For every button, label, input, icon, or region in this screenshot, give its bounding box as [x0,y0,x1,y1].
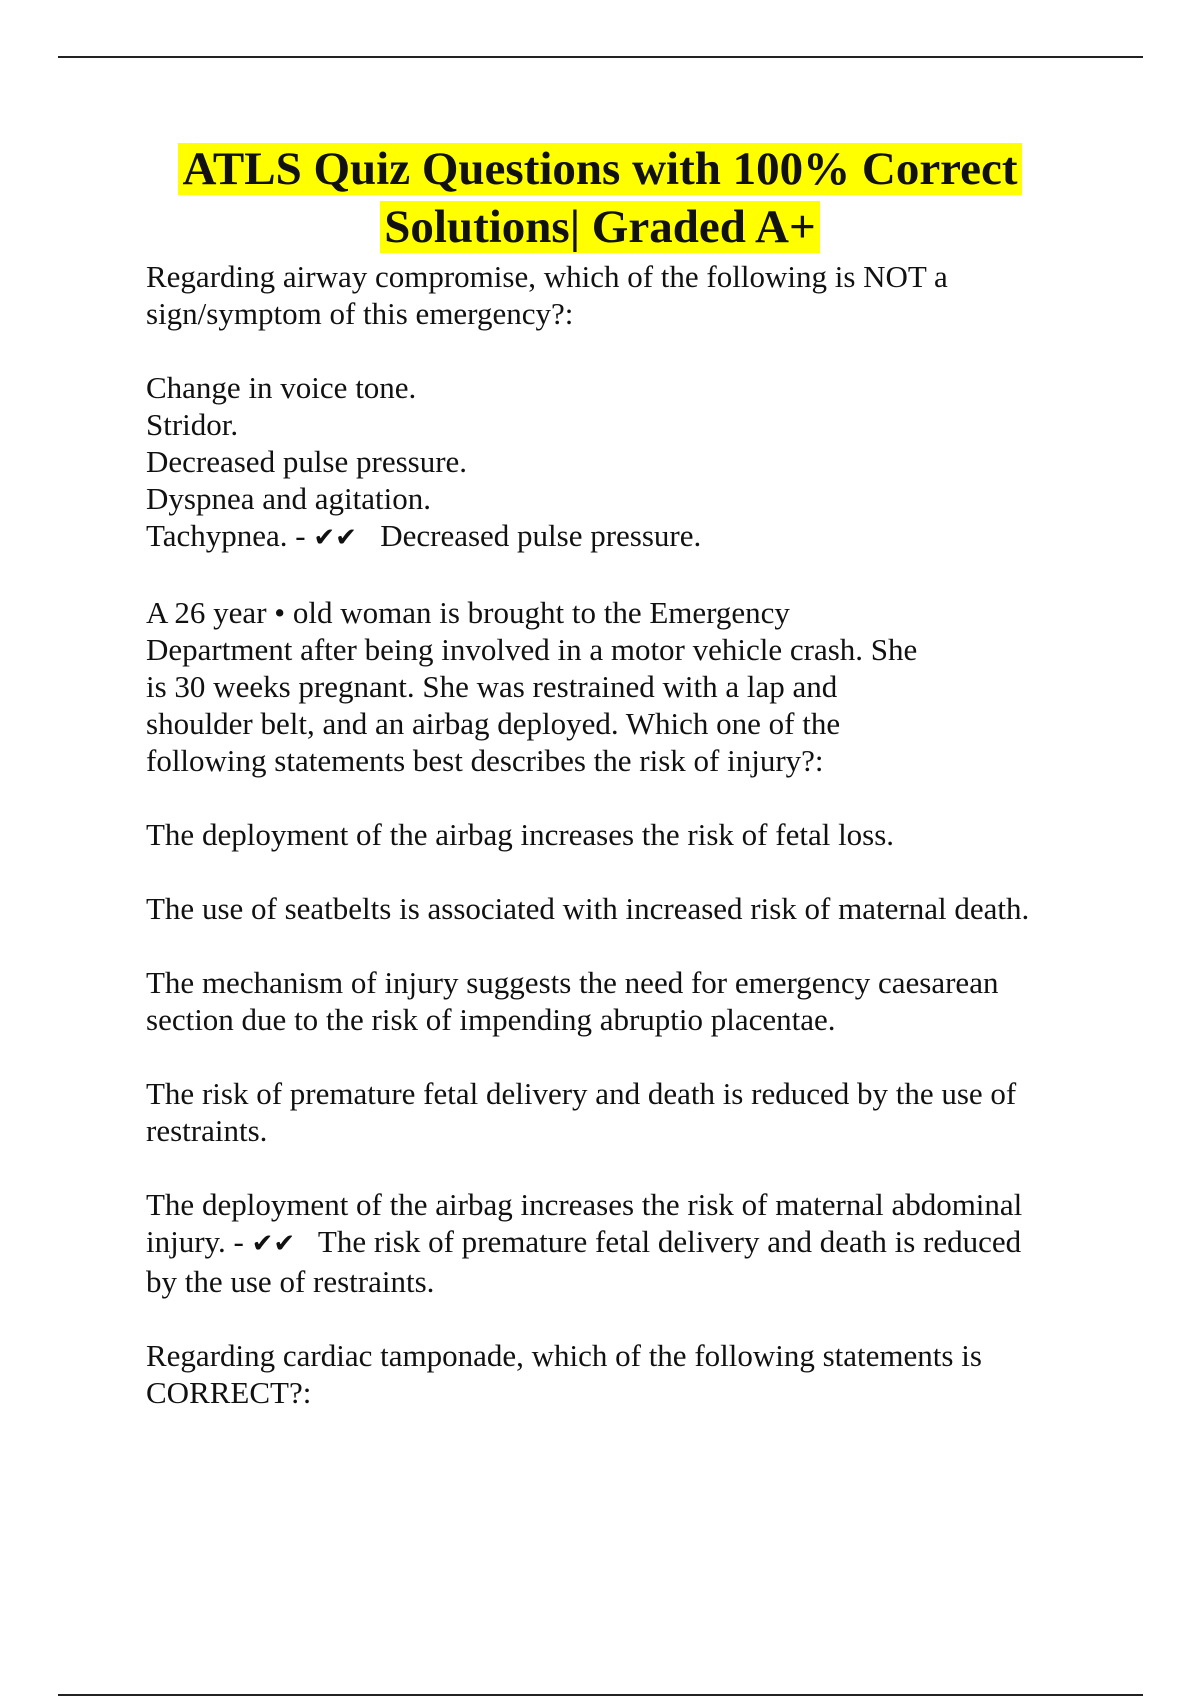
check-marks-icon: ✔✔ [251,1229,296,1259]
answer-option-with-answer [146,1223,1086,1263]
question-text: CORRECT?: [146,1375,312,1410]
question-text: shoulder belt, and an airbag deployed. Which one of the [146,706,841,741]
question-2-option-e [146,1186,1086,1300]
question-text: sign/symptom of this emergency?: [146,296,574,331]
answer-option: The mechanism of injury suggests the need for emergency caesarean [146,965,999,1000]
question-text: Regarding airway compromise, which of the following is NOT a [146,259,948,294]
question-1-options [146,369,1086,557]
question-2-option-b [146,890,1086,927]
document-body [146,258,1086,1448]
answer-option: section due to the risk of impending abruptio placentae. [146,1002,836,1037]
correct-answer: Decreased pulse pressure. [380,518,702,553]
question-2 [146,594,1086,779]
answer-option-with-answer [146,517,1086,557]
answer-option: The use of seatbelts is associated with increased risk of maternal death. [146,891,1030,926]
correct-answer: by the use of restraints. [146,1264,435,1299]
answer-option: Stridor. [146,407,239,442]
answer-option: The deployment of the airbag increases the risk of maternal abdominal [146,1187,1023,1222]
answer-option: The risk of premature fetal delivery and death is reduced by the use of [146,1076,1017,1111]
question-text: A 26 year • old woman is brought to the Emergency [146,595,790,630]
correct-answer: The risk of premature fetal delivery and death is reduced [317,1224,1022,1259]
answer-option: Decreased pulse pressure. [146,444,468,479]
question-3 [146,1337,1086,1411]
question-text: is 30 weeks pregnant. She was restrained with a lap and [146,669,838,704]
question-text: following statements best describes the risk of injury?: [146,743,824,778]
title-line-2: Solutions| Graded A+ [380,201,820,253]
answer-option: Tachypnea. - [146,518,314,553]
document-title [100,140,1100,256]
question-1 [146,258,1086,332]
footer-rule [58,1694,1143,1696]
check-marks-icon: ✔✔ [313,523,357,553]
question-text: Regarding cardiac tamponade, which of the following statements is [146,1338,982,1373]
question-2-option-a [146,816,1086,853]
answer-option: restraints. [146,1113,268,1148]
question-2-option-c [146,964,1086,1038]
answer-option: injury. - [146,1224,252,1259]
question-2-option-d [146,1075,1086,1149]
answer-option: Change in voice tone. [146,370,417,405]
question-text: Department after being involved in a motor vehicle crash. She [146,632,918,667]
header-rule [58,56,1143,58]
title-line-1: ATLS Quiz Questions with 100% Correct [178,143,1021,195]
answer-option: The deployment of the airbag increases the risk of fetal loss. [146,817,895,852]
answer-option: Dyspnea and agitation. [146,481,431,516]
